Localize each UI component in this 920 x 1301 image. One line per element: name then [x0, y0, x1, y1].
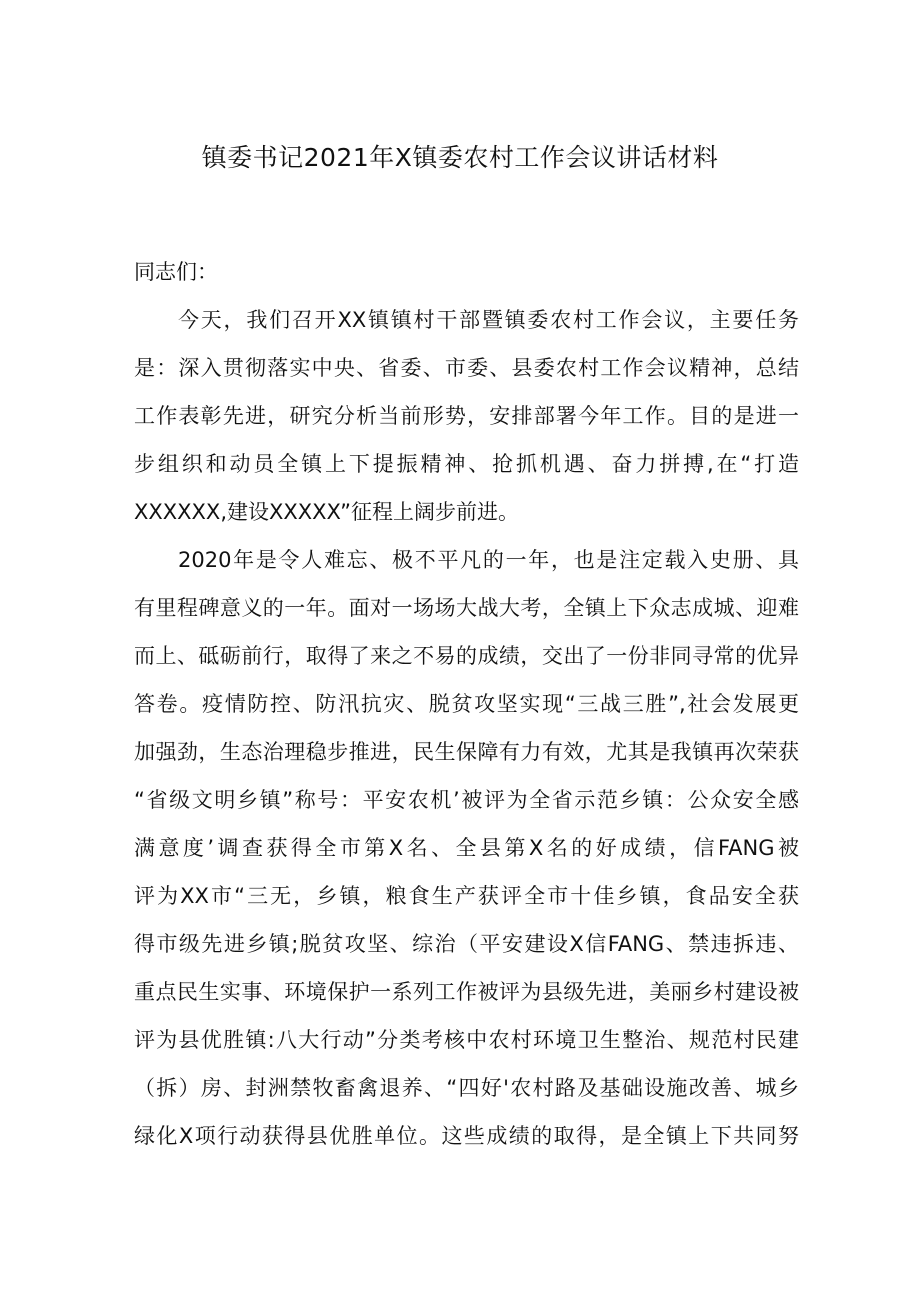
- paragraph-line: 评为XX市“三无，乡镇，粮食生产获评全市十佳乡镇，食品安全获: [134, 884, 799, 908]
- paragraph-line: 得市级先进乡镇;脱贫攻坚、综治（平安建设X信FANG、禁违拆违、: [134, 932, 799, 956]
- paragraph-line: 工作表彰先进，研究分析当前形势，安排部署今年工作。目的是进一: [134, 404, 799, 428]
- paragraph-line: 评为县优胜镇:八大行动”分类考核中农村环境卫生整治、规范村民建: [134, 1028, 799, 1052]
- document-body: [134, 248, 799, 1160]
- paragraph-line: （拆）房、封洲禁牧畜禽退养、“四好'农村路及基础设施改善、城乡: [134, 1076, 799, 1100]
- paragraph-line: 2020年是令人难忘、极不平凡的一年，也是注定载入史册、具: [178, 548, 799, 572]
- paragraph-line: 而上、砥砺前行，取得了来之不易的成绩，交出了一份非同寻常的优异: [134, 644, 799, 668]
- paragraph-line: 是：深入贯彻落实中央、省委、市委、县委农村工作会议精神，总结: [134, 356, 799, 380]
- paragraph-line: 重点民生实事、环境保护一系列工作被评为县级先进，美丽乡村建设被: [134, 980, 799, 1004]
- salutation: 同志们：: [134, 260, 218, 284]
- paragraph-line: 步组织和动员全镇上下提振精神、抢抓机遇、奋力拼搏,在“打造: [134, 452, 799, 476]
- paragraph-line: 有里程碑意义的一年。面对一场场大战大考，全镇上下众志成城、迎难: [134, 596, 799, 620]
- paragraph-line: 加强劲，生态治理稳步推进，民生保障有力有效，尤其是我镇再次荣获: [134, 740, 799, 764]
- paragraph-line: XXXXXX,建设XXXXX”征程上阔步前进。: [134, 500, 519, 524]
- paragraph-line: “省级文明乡镇”称号：平安农机’被评为全省示范乡镇：公众安全感: [134, 788, 799, 812]
- paragraph-line: 绿化X项行动获得县优胜单位。这些成绩的取得，是全镇上下共同努: [134, 1124, 799, 1148]
- paragraph-line: 满意度’调查获得全市第X名、全县第X名的好成绩，信FANG被: [134, 836, 799, 860]
- paragraph-line: 答卷。疫情防控、防汛抗灾、脱贫攻坚实现“三战三胜”,社会发展更: [134, 692, 799, 716]
- document-title: 镇委书记2021年X镇委农村工作会议讲话材料: [201, 143, 719, 172]
- paragraph-line: 今天，我们召开XX镇镇村干部暨镇委农村工作会议，主要任务: [178, 308, 799, 332]
